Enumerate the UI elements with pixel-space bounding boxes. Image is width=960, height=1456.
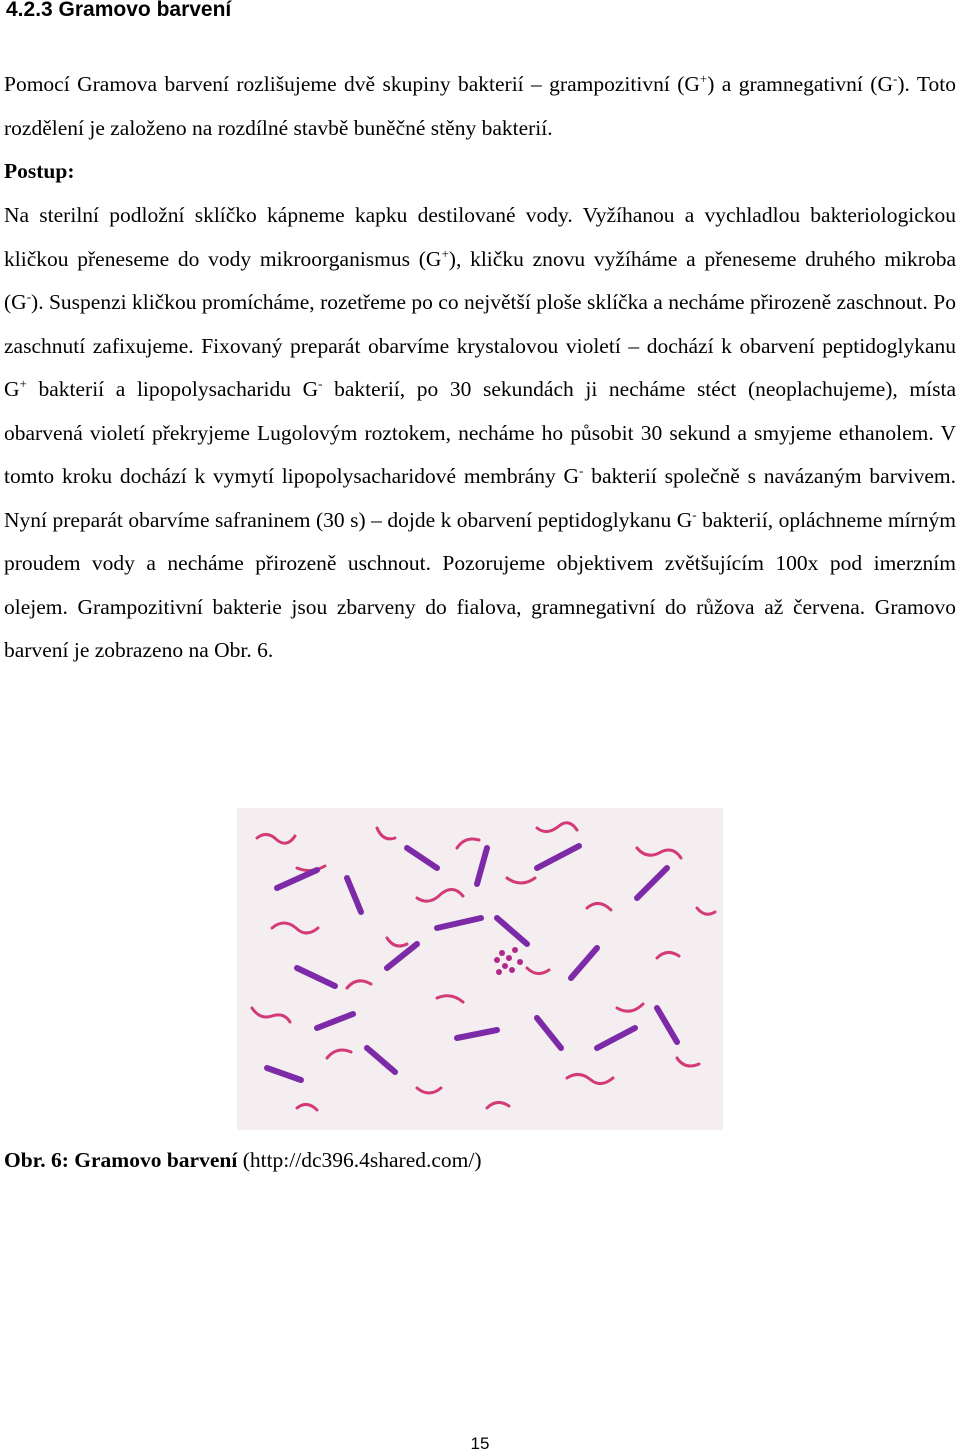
superscript: -: [318, 376, 323, 391]
superscript: +: [441, 245, 449, 261]
section-heading: 4.2.3 Gramovo barvení: [6, 0, 232, 21]
procedure-text: ). Suspenzi kličkou promícháme, rozetřeme po co největší ploše sklíčka a necháme přirozeně zaschnout. Po zaschnutí zafixujeme. Fixovaný preparát obarvíme krystalovou violetí – dochází k obarvení peptidoglykanu G: [4, 290, 956, 401]
superscript: +: [19, 376, 27, 391]
superscript: -: [892, 71, 898, 86]
procedure-text: ), kličku znovu vyžíháme a přeneseme druhého mikroba (G: [4, 246, 956, 314]
procedure-label: Postup:: [4, 159, 75, 183]
caption-title: Obr. 6: Gramovo barvení: [4, 1148, 238, 1172]
procedure-text: bakterií, opláchneme mírným proudem vody a necháme přirozeně uschnout. Pozorujeme objektivem zvětšujícím 100x pod imerzním olejem. Grampozitivní bakterie jsou zbarveny do fialova, gramnegativní do růžova až červena. Gramovo barvení je zobrazeno na Obr. 6.: [4, 507, 956, 662]
intro-text-1: Pomocí Gramova barvení rozlišujeme dvě skupiny bakterií – grampozitivní (G: [4, 72, 700, 96]
intro-text-2: ) a gramnegativní (G: [707, 72, 893, 96]
intro-text-3: ). Toto rozdělení je založeno na rozdílné stavbě buněčné stěny bakterií.: [4, 72, 956, 140]
procedure-text: Na sterilní podložní sklíčko kápneme kapku destilované vody. Vyžíhanou a vychladlou bakteriologickou kličkou přeneseme do vody mikroorganismus (G: [4, 203, 956, 271]
gram-stain-micrograph: [237, 808, 723, 1130]
superscript: +: [699, 71, 708, 86]
procedure-text: bakterií, po 30 sekundách ji necháme stéct (neoplachujeme), místa obarvená violetí překryjeme Lugolovým roztokem, necháme ho působit 30 sekund a smyjeme ethanolem. V tomto kroku dochází k vymytí lipopolysacharidové membrány G: [4, 377, 956, 488]
procedure-text: bakterií a lipopolysacharidu G: [26, 377, 319, 401]
page-number: 15: [470, 1434, 490, 1453]
caption-source: (http://dc396.4shared.com/): [237, 1148, 482, 1172]
superscript: -: [579, 463, 584, 478]
micrograph-image: [237, 808, 723, 1130]
procedure-paragraph: [4, 194, 956, 673]
procedure-text: bakterií společně s navázaným barvivem. Nyní preparát obarvíme safraninem (30 s) – dojde k obarvení peptidoglykanu G: [4, 464, 956, 532]
figure-caption: [4, 1145, 482, 1175]
intro-paragraph: [4, 63, 956, 150]
superscript: -: [26, 289, 32, 304]
superscript: -: [692, 506, 697, 522]
